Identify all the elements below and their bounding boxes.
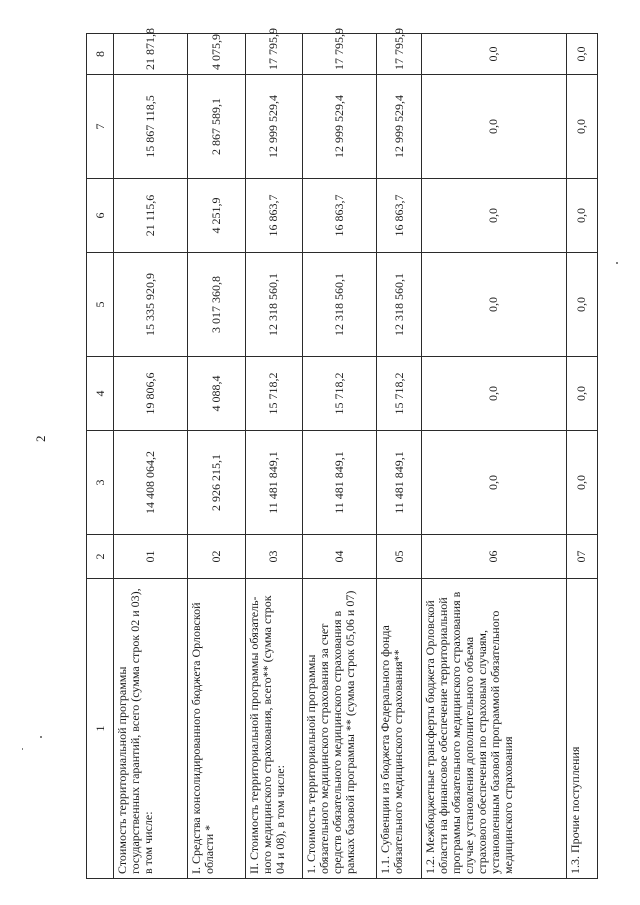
table-row — [187, 34, 245, 879]
scan-speck — [40, 736, 42, 738]
value-cell: 0,0 — [566, 431, 597, 535]
value-cell: 21 115,6 — [114, 179, 188, 253]
value-cell: 4 251,9 — [187, 179, 245, 253]
value-cell: 0,0 — [422, 75, 566, 179]
row-name: Стоимость территориальной программы государственных гарантий, всего (сумма строк 02 и 03), в том числе: — [114, 579, 188, 879]
value-cell: 12 999 529,4 — [303, 75, 377, 179]
header-cell: 1 — [87, 579, 114, 879]
value-cell: 19 806,6 — [114, 357, 188, 431]
header-cell: 7 — [87, 75, 114, 179]
row-code: 06 — [422, 535, 566, 579]
financing-table-rotated — [86, 28, 598, 879]
value-cell: 2 926 215,1 — [187, 431, 245, 535]
value-cell: 11 481 849,1 — [376, 431, 421, 535]
table-row — [422, 34, 566, 879]
value-cell: 12 318 560,1 — [376, 253, 421, 357]
header-cell: 6 — [87, 179, 114, 253]
row-code: 02 — [187, 535, 245, 579]
value-cell: 14 408 064,2 — [114, 431, 188, 535]
row-name: 1.3. Прочие поступления — [566, 579, 597, 879]
table-row — [114, 34, 188, 879]
value-cell: 0,0 — [422, 179, 566, 253]
table-row — [245, 34, 303, 879]
scan-speck — [22, 748, 23, 750]
page-number: 2 — [33, 435, 48, 442]
value-cell: 4 075,9 — [187, 34, 245, 75]
row-name: 1.1. Субвенции из бюджета Федерального фонда обязательного медицинского страхования** — [376, 579, 421, 879]
header-cell: 3 — [87, 431, 114, 535]
row-code: 01 — [114, 535, 188, 579]
value-cell: 3 017 360,8 — [187, 253, 245, 357]
value-cell: 0,0 — [566, 179, 597, 253]
value-cell: 0,0 — [422, 253, 566, 357]
table-row — [566, 34, 597, 879]
row-code: 04 — [303, 535, 377, 579]
scan-speck — [616, 262, 618, 264]
value-cell: 17 795,9 — [245, 34, 303, 75]
value-cell: 4 088,4 — [187, 357, 245, 431]
value-cell: 15 335 920,9 — [114, 253, 188, 357]
value-cell: 11 481 849,1 — [245, 431, 303, 535]
value-cell: 0,0 — [422, 357, 566, 431]
row-code: 07 — [566, 535, 597, 579]
row-name: 1. Стоимость территориальной программы обязательного медицинского страхования за счет средств обязательного медицинского страхования в рамках базовой программы ** (сумма строк 05,06 и 07) — [303, 579, 377, 879]
header-cell: 5 — [87, 253, 114, 357]
row-name: 1.2. Межбюджетные трансферты бюджета Орловской области на финансовое обеспечение территориальной программы обязательного медицинского страхования в случае установления дополнительного объема страхового обеспечения по страховым случаям, установленным базовой программой обязательного медицинского страхования — [422, 579, 566, 879]
value-cell: 0,0 — [566, 34, 597, 75]
value-cell: 11 481 849,1 — [303, 431, 377, 535]
value-cell: 12 999 529,4 — [376, 75, 421, 179]
value-cell: 15 718,2 — [303, 357, 377, 431]
value-cell: 0,0 — [566, 357, 597, 431]
value-cell: 17 795,9 — [376, 34, 421, 75]
value-cell: 16 863,7 — [303, 179, 377, 253]
row-code: 03 — [245, 535, 303, 579]
row-name: I. Средства консолидированного бюджета Орловской области * — [187, 579, 245, 879]
value-cell: 12 318 560,1 — [303, 253, 377, 357]
table-row — [303, 34, 377, 879]
value-cell: 16 863,7 — [376, 179, 421, 253]
value-cell: 0,0 — [422, 34, 566, 75]
row-name: II. Стоимость территориальной программы обязатель-ного медицинского страхования, всего** (сумма строк 04 и 08), в том числе: — [245, 579, 303, 879]
header-cell: 8 — [87, 34, 114, 75]
value-cell: 12 999 529,4 — [245, 75, 303, 179]
value-cell: 15 867 118,5 — [114, 75, 188, 179]
value-cell: 15 718,2 — [245, 357, 303, 431]
financing-table — [86, 28, 598, 879]
row-code: 05 — [376, 535, 421, 579]
header-row — [87, 34, 114, 879]
value-cell: 16 863,7 — [245, 179, 303, 253]
header-cell: 2 — [87, 535, 114, 579]
value-cell: 21 871,8 — [114, 34, 188, 75]
value-cell: 0,0 — [566, 75, 597, 179]
value-cell: 12 318 560,1 — [245, 253, 303, 357]
table-row — [376, 34, 421, 879]
value-cell: 0,0 — [422, 431, 566, 535]
value-cell: 15 718,2 — [376, 357, 421, 431]
value-cell: 2 867 589,1 — [187, 75, 245, 179]
header-cell: 4 — [87, 357, 114, 431]
value-cell: 0,0 — [566, 253, 597, 357]
value-cell: 17 795,9 — [303, 34, 377, 75]
